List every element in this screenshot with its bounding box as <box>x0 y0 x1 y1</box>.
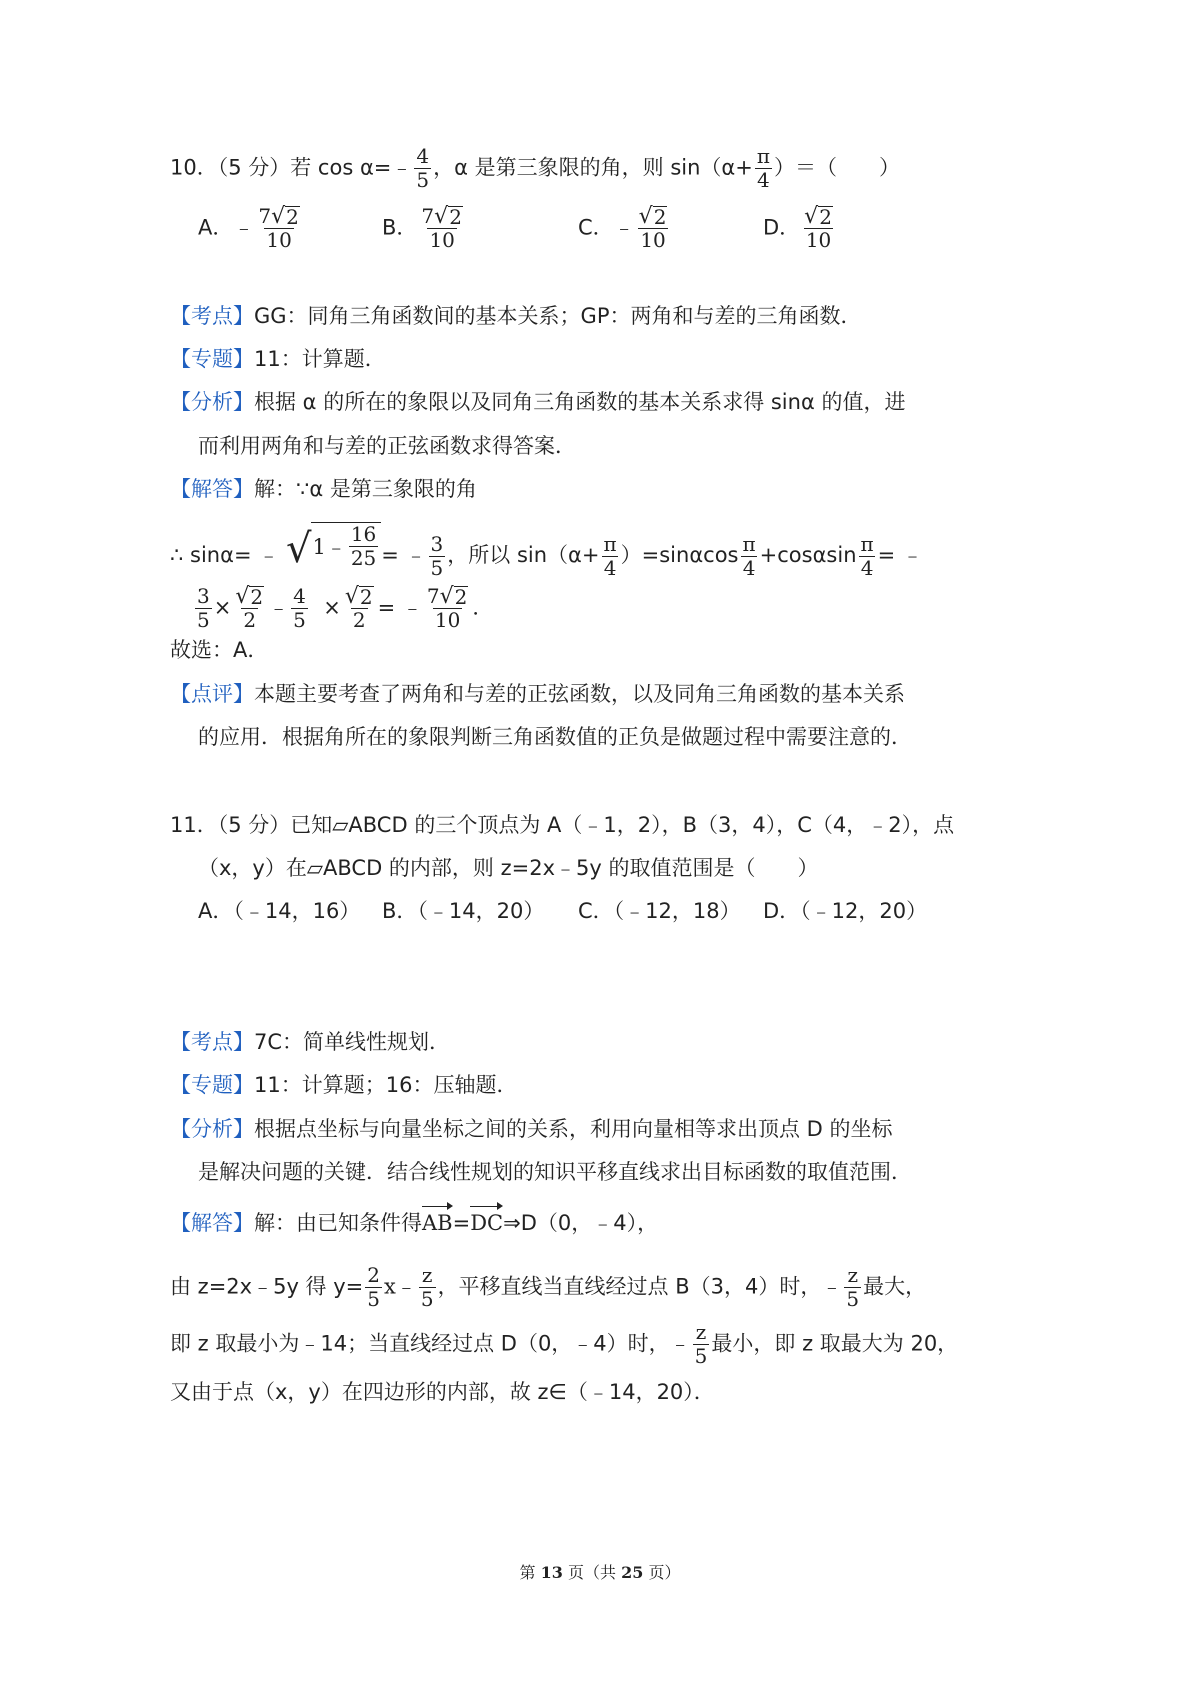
fraction: $\frac{2}{5}$ <box>367 1263 380 1311</box>
fraction: $\frac{\pi}{4}$ <box>860 531 874 580</box>
sqrt-sign: √ 2 <box>235 584 264 609</box>
q10-fenxi: 【分析】根据 α 的所在的象限以及同角三角函数的基本关系求得 sinα 的值，进 <box>170 390 906 414</box>
q10-solution-line3: $\frac{3}{5}$ × √ 2 2 ﹣ $\frac{4}{5}$ × √ 2 2 = ﹣ 7 √ 2 10 ． <box>197 584 494 632</box>
q10-choice-a: A．﹣ 7 √ 2 10 <box>198 205 304 252</box>
q11-stem: 11．（5 分）已知▱ABCD 的三个顶点为 A（﹣1，2），B（3，4），C（4，﹣2），点 <box>170 813 955 837</box>
sqrt-sign: √ 2 <box>439 584 468 609</box>
page-total: 25 <box>621 1563 644 1582</box>
fraction: 7 √ 2 10 <box>258 204 299 252</box>
kaodian-tag: 【考点】 <box>170 1030 254 1054</box>
q10-dianping: 【点评】本题主要考查了两角和与差的正弦函数，以及同角三角函数的基本关系 <box>170 682 905 706</box>
sqrt-sign: √ 2 <box>804 204 832 229</box>
fraction: √ 2 2 <box>344 584 373 632</box>
fraction: $\frac{3}{5}$ <box>430 531 444 580</box>
q11-choice-b: B．（﹣14，20） <box>382 899 545 923</box>
q11-kaodian: 【考点】7C：简单线性规划． <box>170 1030 451 1054</box>
jieda-tag: 【解答】 <box>170 1211 254 1235</box>
fraction: $\frac{z}{5}$ <box>846 1263 860 1311</box>
fraction: $\frac{\pi}{4}$ <box>756 144 770 192</box>
zhuanti-tag: 【专题】 <box>170 347 254 371</box>
q10-stem <box>170 145 900 192</box>
q10-choice-b: B． 7 √ 2 10 <box>382 205 467 252</box>
fraction: $\frac{3}{5}$ <box>197 584 210 632</box>
fraction: 7 √ 2 10 <box>426 584 468 632</box>
fraction: $\frac{z}{5}$ <box>420 1263 434 1311</box>
q11-choice-c: C．（﹣12，18） <box>578 899 741 923</box>
sqrt-sign: √ 2 <box>271 204 299 229</box>
fraction: $\frac{z}{5}$ <box>694 1320 708 1368</box>
q10-answer: 故选：A． <box>170 638 269 662</box>
q11-fenxi-cont: 是解决问题的关键．结合线性规划的知识平移直线求出目标函数的取值范围． <box>198 1160 912 1184</box>
q10-choice-d: D． √ 2 10 <box>763 205 837 252</box>
vector-dc: DC <box>470 1208 503 1238</box>
kaodian-tag: 【考点】 <box>170 304 254 328</box>
jieda-tag: 【解答】 <box>170 477 254 501</box>
q10-choice-c: C．﹣ √ 2 10 <box>578 205 671 252</box>
q10-kaodian: 【考点】GG：同角三角函数间的基本关系；GP：两角和与差的三角函数． <box>170 304 862 328</box>
fraction: √ 2 10 <box>638 204 667 252</box>
fraction: √ 2 10 <box>804 204 832 252</box>
fraction: $\frac{4}{5}$ <box>416 144 430 192</box>
q10-solution-line2: ∴ sinα= ﹣ √ 1﹣ $\frac{16}{25}$ = ﹣ $\frac{3}{5}$ ，所以 sin（α+ $\frac{\pi}{4}$ ）=sinαcos $\frac{\pi}{4}$ +cosαsin $\frac{\pi}{4}$ = ﹣ <box>170 522 923 580</box>
zhuanti-tag: 【专题】 <box>170 1073 254 1097</box>
q11-choice-d: D．（﹣12，20） <box>763 899 928 923</box>
vector-ab: AB <box>422 1208 453 1238</box>
q11-solution-line2: 由 z=2x﹣5y 得 y= $\frac{2}{5}$ x﹣ $\frac{z}{5}$ ，平移直线当直线经过点 B（3，4）时，﹣ $\frac{z}{5}$ 最大， <box>170 1263 927 1311</box>
fraction: $\frac{4}{5}$ <box>293 584 306 632</box>
sqrt-sign: √ 2 <box>344 584 373 609</box>
q11-choice-a: A．（﹣14，16） <box>198 899 361 923</box>
q11-solution-line4: 又由于点（x，y）在四边形的内部，故 z∈（﹣14，20）． <box>170 1380 715 1404</box>
q10-stem-text-b: ，α 是第三象限的角，则 sin（α+ <box>433 155 753 180</box>
q11-jieda: 【解答】解：由已知条件得AB=DC⇒D（0，﹣4）， <box>170 1208 658 1238</box>
sqrt-sign: √ 1﹣ $\frac{16}{25}$ <box>286 522 381 570</box>
page-footer: 第 13 页（共 25 页） <box>519 1563 681 1582</box>
q11-fenxi: 【分析】根据点坐标与向量坐标之间的关系，利用向量相等求出顶点 D 的坐标 <box>170 1117 893 1141</box>
fraction: 7 √ 2 10 <box>421 204 462 252</box>
fenxi-tag: 【分析】 <box>170 1117 254 1141</box>
sqrt-sign: √ 2 <box>434 204 462 229</box>
q11-solution-line3: 即 z 取最小为﹣14；当直线经过点 D（0，﹣4）时，﹣ $\frac{z}{5}$ 最小，即 z 取最大为 20， <box>170 1320 959 1368</box>
q10-zhuanti: 【专题】11：计算题． <box>170 347 386 371</box>
sqrt-sign: √ 2 <box>638 204 667 229</box>
page-number: 13 <box>540 1563 563 1582</box>
fenxi-tag: 【分析】 <box>170 390 254 414</box>
fraction: √ 2 2 <box>235 584 264 632</box>
dianping-tag: 【点评】 <box>170 682 254 706</box>
q10-dianping-cont: 的应用．根据角所在的象限判断三角函数值的正负是做题过程中需要注意的． <box>198 725 912 749</box>
fraction: $\frac{\pi}{4}$ <box>603 531 617 580</box>
fraction: $\frac{\pi}{4}$ <box>742 531 756 580</box>
q11-zhuanti: 【专题】11：计算题；16：压轴题． <box>170 1073 518 1097</box>
q11-stem-cont: （x，y）在▱ABCD 的内部，则 z=2x﹣5y 的取值范围是（ ） <box>198 856 819 880</box>
q10-stem-text-c: ）＝（ ） <box>774 155 900 180</box>
fraction: $\frac{16}{25}$ <box>350 522 377 570</box>
q10-fenxi-cont: 而利用两角和与差的正弦函数求得答案． <box>198 434 576 458</box>
q10-stem-text-a: 10．（5 分）若 cos α=﹣ <box>170 155 413 180</box>
q10-jieda: 【解答】解：∵α 是第三象限的角 <box>170 477 477 501</box>
